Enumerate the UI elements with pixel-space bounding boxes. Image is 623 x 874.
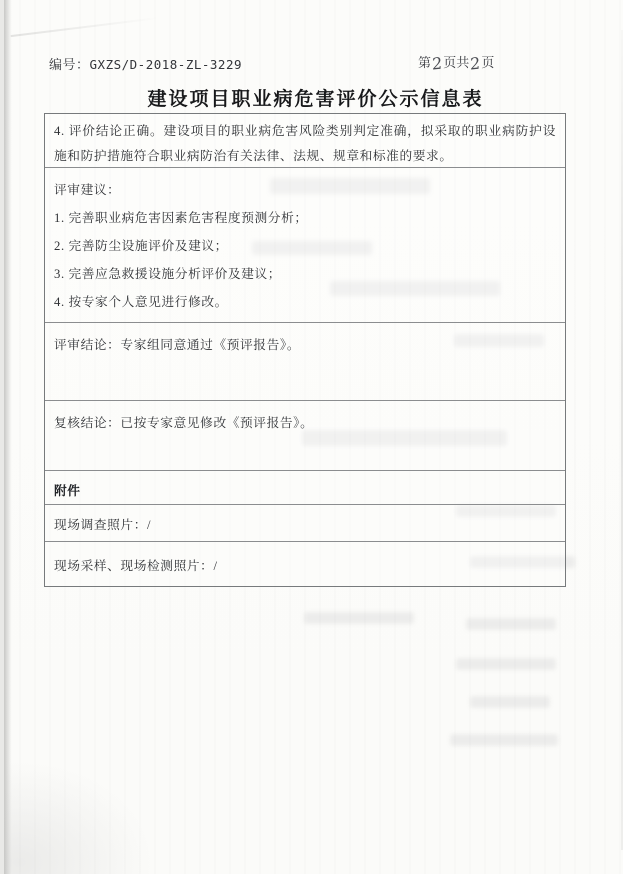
page-prefix: 第	[418, 55, 432, 70]
review-suggestions-label: 评审建议：	[54, 183, 121, 197]
handwritten-page-current: 2	[432, 53, 443, 74]
site-sampling-photos-row	[45, 542, 565, 586]
conclusion-row	[45, 114, 565, 168]
review-suggestion-item: 1. 完善职业病危害因素危害程度预测分析；	[54, 211, 308, 225]
recheck-conclusion-row	[45, 401, 565, 471]
conclusion-text: 4. 评价结论正确。建设项目的职业病危害风险类别判定准确，拟采取的职业病防护设施和防护措施符合职业病防治有关法律、法规、规章和标准的要求。	[54, 124, 556, 163]
scanner-left-edge	[4, 0, 13, 874]
page-suffix: 页	[481, 55, 495, 70]
attachment-label-row	[45, 471, 565, 505]
review-conclusion-text: 评审结论：专家组同意通过《预评报告》。	[54, 338, 301, 352]
attachment-label: 附件	[54, 484, 81, 498]
recheck-conclusion-text: 复核结论：已按专家意见修改《预评报告》。	[54, 416, 314, 430]
paper-crease	[10, 17, 159, 37]
bleedthrough-smudge	[470, 696, 550, 708]
review-suggestion-item: 3. 完善应急救援设施分析评价及建议；	[54, 267, 282, 281]
review-suggestions-row	[45, 168, 565, 323]
site-survey-photos-row	[45, 505, 565, 542]
page-middle: 页共	[443, 55, 470, 70]
evaluation-form-table	[44, 113, 566, 587]
scanned-page	[4, 0, 623, 874]
page-title: 建设项目职业病危害评价公示信息表	[147, 89, 484, 110]
document-number-value: GXZS/D-2018-ZL-3229	[89, 57, 243, 72]
bleedthrough-smudge	[304, 612, 414, 624]
document-number-label: 编号：	[49, 57, 90, 72]
review-suggestion-item: 2. 完善防尘设施评价及建议；	[54, 239, 228, 253]
bleedthrough-smudge	[466, 618, 556, 630]
site-survey-photos-text: 现场调查照片：/	[54, 518, 152, 532]
bleedthrough-smudge	[456, 658, 556, 670]
document-number	[49, 54, 242, 73]
review-suggestion-item: 4. 按专家个人意见进行修改。	[54, 295, 228, 309]
page-indicator	[418, 52, 495, 74]
review-conclusion-row	[45, 323, 565, 401]
bleedthrough-smudge	[450, 734, 558, 746]
handwritten-page-total: 2	[470, 53, 481, 74]
site-sampling-photos-text: 现场采样、现场检测照片：/	[54, 559, 218, 573]
paper-shadow	[4, 760, 154, 874]
